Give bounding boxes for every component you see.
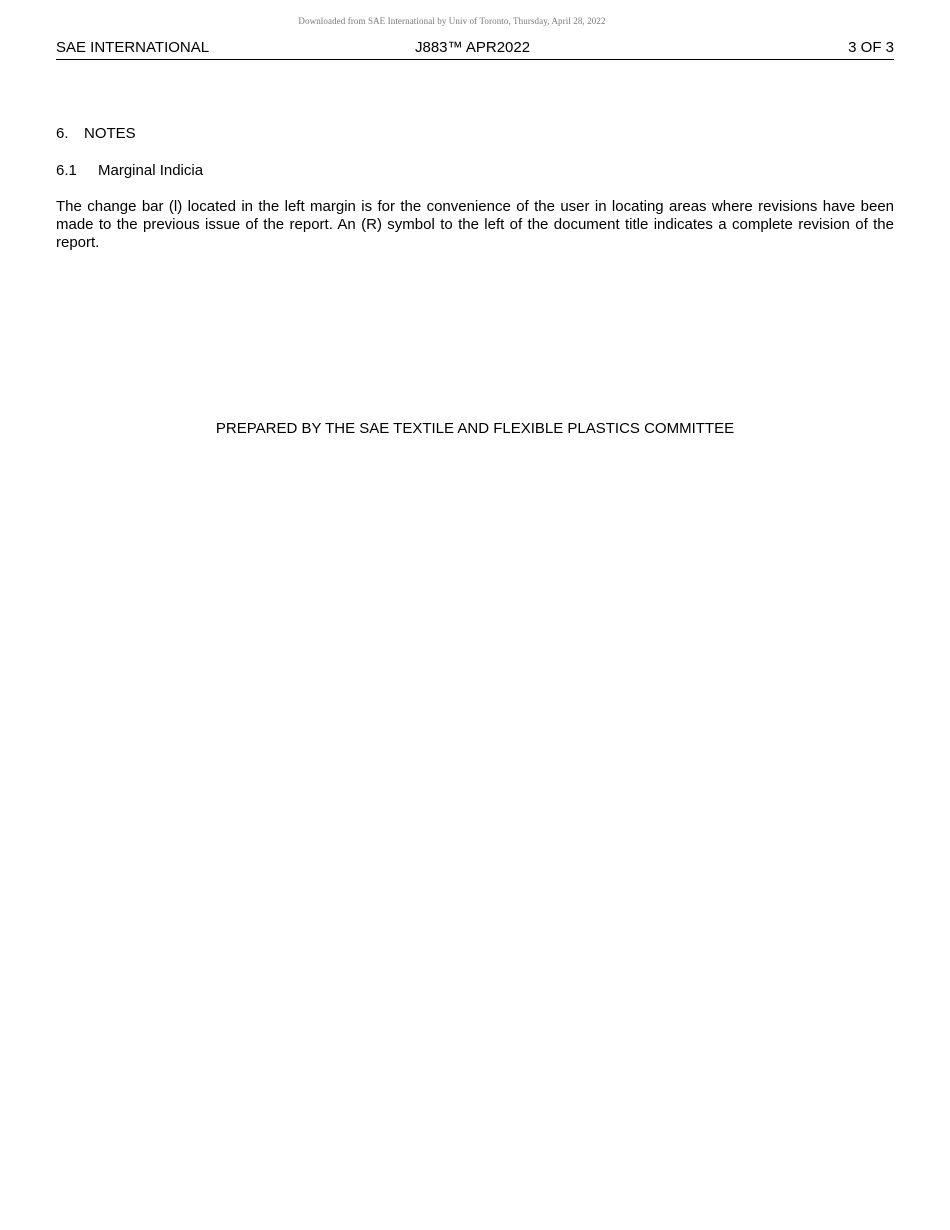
subsection-number: 6.1 [56,162,77,179]
subsection-heading-marginal-indicia [56,162,203,180]
section-number: 6. [56,125,69,142]
subsection-title: Marginal Indicia [98,162,204,179]
header-page-number: 3 OF 3 [848,39,894,56]
header-organization: SAE INTERNATIONAL [56,39,210,56]
prepared-by-committee: PREPARED BY THE SAE TEXTILE AND FLEXIBLE PLASTICS COMMITTEE [215,420,735,437]
section-title: NOTES [84,125,136,142]
header-document-id: J883™ APR2022 [415,39,531,56]
marginal-indicia-paragraph: The change bar (l) located in the left margin is for the convenience of the user in locating areas where revisions have been made to the previous issue of the report. An (R) symbol to the left of the document title indicates a complete revision of the report. [56,198,894,251]
section-heading-notes [56,125,136,143]
download-watermark-note: Downloaded from SAE International by Univ of Toronto, Thursday, April 28, 2022 [298,16,606,26]
running-header [56,38,894,60]
